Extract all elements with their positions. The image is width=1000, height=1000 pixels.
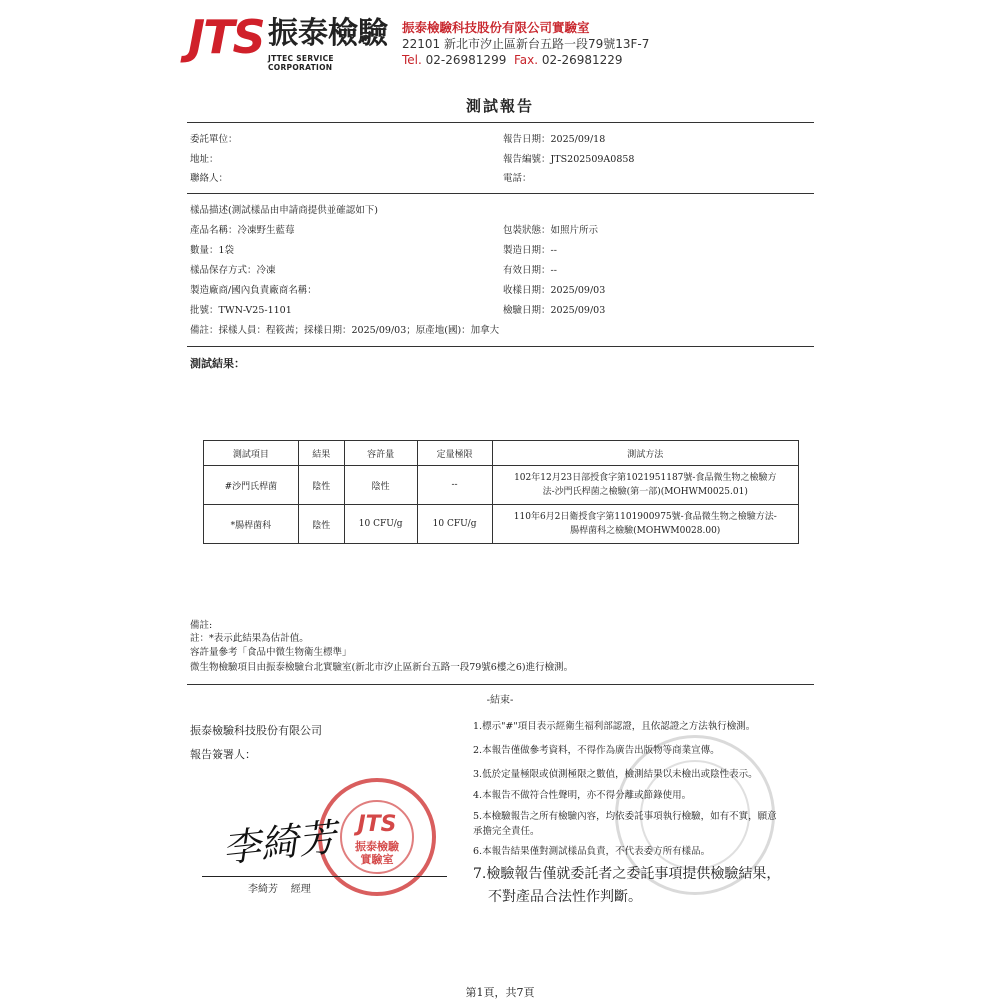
test-limit: 10 CFU/g <box>344 505 417 544</box>
handwritten-signature: 李綺芳 <box>220 815 339 871</box>
product-name: 產品名稱：冷凍野生藍莓 <box>190 225 295 236</box>
table-header: 結果 <box>298 441 344 466</box>
received-date: 收樣日期：2025/09/03 <box>503 285 606 296</box>
table-header: 測試項目 <box>204 441 299 466</box>
client-contact: 聯絡人： <box>190 173 229 184</box>
test-limit: 陰性 <box>344 466 417 505</box>
table-row <box>204 505 799 544</box>
package-state: 包裝狀態：如照片所示 <box>503 225 599 236</box>
company-logo <box>188 10 398 72</box>
logo-english: JTTEC SERVICE CORPORATION <box>268 54 334 72</box>
divider <box>187 193 814 194</box>
results-table <box>203 440 799 544</box>
seal-text: 振泰檢驗 實驗室 <box>355 840 399 866</box>
manufacturer: 製造廠商/國內負責廠商名稱： <box>190 285 317 296</box>
signature-line <box>202 876 447 877</box>
signer-name: 李綺芳 經理 <box>248 884 311 895</box>
note-line: 容許量參考「食品中微生物衛生標準」 <box>190 647 352 658</box>
signoff-company: 振泰檢驗科技股份有限公司 <box>190 724 322 737</box>
logo-name: 振泰檢驗 <box>268 16 388 51</box>
client-unit: 委託單位： <box>190 134 238 145</box>
expiry-date: 有效日期：-- <box>503 265 557 276</box>
test-date: 檢驗日期：2025/09/03 <box>503 305 606 316</box>
test-method: 110年6月2日衛授食字第1101900975號-食品微生物之檢驗方法- 腸桿菌科之檢驗(MOHWM0028.00) <box>492 505 798 544</box>
note-line: 註：*表示此結果為估計值。 <box>190 633 309 644</box>
sample-remark: 備註：採樣人員：程筱茜；採樣日期：2025/09/03；原產地(國)：加拿大 <box>190 325 500 336</box>
report-number: 報告編號：JTS202509A0858 <box>503 154 635 165</box>
test-loq: 10 CFU/g <box>417 505 492 544</box>
company-phone: Tel. 02-26981299 Fax. 02-26981229 <box>402 53 623 67</box>
disclaimer-item: 5.本檢驗報告之所有檢驗內容，均依委託事項執行檢驗，如有不實，願意 <box>473 811 777 822</box>
disclaimer-item: 6.本報告結果僅對測試樣品負責，不代表委方所有樣品。 <box>473 846 711 857</box>
disclaimer-item: 4.本報告不做符合性聲明，亦不得分離或節錄使用。 <box>473 790 692 801</box>
company-info <box>402 20 649 68</box>
disclaimer-item: 7.檢驗報告僅就委託者之委託事項提供檢驗結果， <box>473 866 781 882</box>
divider <box>187 122 814 123</box>
storage-method: 樣品保存方式：冷凍 <box>190 265 276 276</box>
page-number: 第1頁，共7頁 <box>465 986 535 999</box>
logo-mark: JTS <box>188 10 264 64</box>
table-header: 測試方法 <box>492 441 798 466</box>
table-header: 容許量 <box>344 441 417 466</box>
test-item: #沙門氏桿菌 <box>204 466 299 505</box>
client-address: 地址： <box>190 154 219 165</box>
report-date: 報告日期：2025/09/18 <box>503 134 606 145</box>
test-loq: -- <box>417 466 492 505</box>
company-name: 振泰檢驗科技股份有限公司實驗室 <box>402 20 590 35</box>
disclaimer-item: 1.標示"#"項目表示經衛生福利部認證，且依認證之方法執行檢測。 <box>473 721 756 732</box>
sample-description: 樣品描述(測試樣品由申請商提供並確認如下) <box>190 205 378 216</box>
client-phone: 電話： <box>503 173 532 184</box>
results-heading: 測試結果： <box>190 357 245 370</box>
signer-label: 報告簽署人： <box>190 748 256 761</box>
test-item: *腸桿菌科 <box>204 505 299 544</box>
divider <box>187 684 814 685</box>
divider <box>187 346 814 347</box>
sample-quantity: 數量：1袋 <box>190 245 235 256</box>
table-row <box>204 466 799 505</box>
note-line: 微生物檢驗項目由振泰檢驗台北實驗室(新北市汐止區新台五路一段79號6樓之6)進行檢測。 <box>190 662 574 673</box>
lot-number: 批號：TWN-V25-1101 <box>190 305 292 316</box>
end-mark: -結束- <box>486 695 514 706</box>
disclaimer-item: 3.低於定量極限或偵測極限之數值，檢測結果以未檢出或陰性表示。 <box>473 769 758 780</box>
manufacture-date: 製造日期：-- <box>503 245 557 256</box>
table-header: 定量極限 <box>417 441 492 466</box>
test-result: 陰性 <box>298 466 344 505</box>
note-label: 備註: <box>190 620 213 631</box>
test-result: 陰性 <box>298 505 344 544</box>
test-method: 102年12月23日部授食字第1021951187號-食品微生物之檢驗方 法-沙門氏桿菌之檢驗(第一部)(MOHWM0025.01) <box>492 466 798 505</box>
company-address: 22101 新北市汐止區新台五路一段79號13F-7 <box>402 37 650 51</box>
disclaimer-item: 不對產品合法性作判斷。 <box>488 889 642 905</box>
disclaimer-item: 2.本報告僅做參考資料，不得作為廣告出版物等商業宣傳。 <box>473 745 720 756</box>
table-header-row <box>204 441 799 466</box>
report-title: 測試報告 <box>465 97 534 115</box>
disclaimer-item: 承擔完全責任。 <box>473 826 540 837</box>
seal-mark: JTS <box>357 812 397 837</box>
